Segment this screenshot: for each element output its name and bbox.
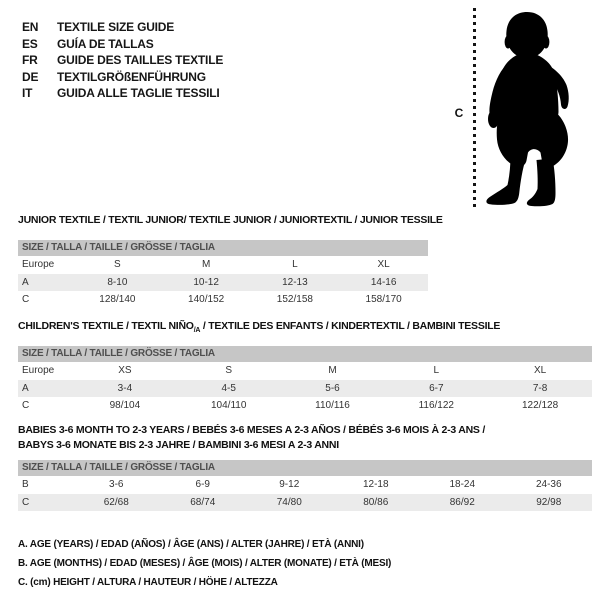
height-cell: 68/74 [190, 496, 216, 508]
title-line-2: BABYS 3-6 MONATE BIS 2-3 JAHRE / BAMBINI 3-6 MESI A 2-3 ANNI [18, 438, 339, 451]
lang-code: EN [22, 20, 39, 35]
table-row [18, 362, 592, 380]
lang-row-en [22, 19, 223, 36]
height-cell: 110/116 [315, 400, 350, 412]
lang-row-fr [22, 52, 223, 69]
table-row [18, 494, 592, 512]
size-cell: M [201, 259, 211, 271]
babies-size-table [18, 460, 592, 511]
footnote-b: B. AGE (MONTHS) / EDAD (MESES) / ÂGE (MOIS) / ALTER (MONATE) / ETÀ (MESI) [18, 557, 392, 569]
footnote-c: C. (cm) HEIGHT / ALTURA / HAUTEUR / HÖHE / ALTEZZA [18, 576, 278, 588]
size-cell: S [114, 259, 121, 271]
lang-row-it [22, 85, 223, 102]
legend-footnotes [18, 536, 391, 592]
lang-label: GUIDA ALLE TAGLIE TESSILI [57, 86, 220, 101]
junior-size-table [18, 240, 428, 309]
age-cell: 6-9 [195, 479, 210, 491]
height-cell: 86/92 [449, 496, 475, 508]
title-text: CHILDREN'S TEXTILE / TEXTIL NIÑO [18, 320, 194, 332]
size-cell: XS [118, 365, 132, 377]
row-label: C [22, 400, 30, 412]
size-cell: XL [533, 365, 547, 377]
row-label: A [22, 382, 29, 394]
table-row [18, 380, 592, 398]
size-cell: L [433, 365, 440, 377]
lang-label: GUÍA DE TALLAS [57, 36, 154, 51]
height-cell: 62/68 [103, 496, 129, 508]
children-table-title [18, 320, 500, 334]
age-cell: 4-5 [221, 382, 236, 394]
height-cell: 158/170 [365, 294, 402, 306]
footnote-a: A. AGE (YEARS) / EDAD (AÑOS) / ÂGE (ANS) / ALTER (JAHRE) / ETÀ (ANNI) [18, 539, 364, 550]
height-cell: 152/158 [276, 294, 313, 306]
height-cell: 98/104 [109, 400, 141, 412]
height-cell: 140/152 [188, 294, 225, 306]
table-row [18, 274, 428, 292]
title-text: / TEXTILE DES ENFANTS / KINDERTEXTIL / BAMBINI TESSILE [200, 320, 501, 332]
age-cell: 9-12 [279, 479, 300, 491]
lang-label: TEXTILE SIZE GUIDE [57, 20, 175, 35]
age-cell: 3-6 [109, 479, 124, 491]
size-cell: M [328, 365, 337, 377]
title-line-1: BABIES 3-6 MONTH TO 2-3 YEARS / BEBÉS 3-6 MESES A 2-3 AÑOS / BÉBÉS 3-6 MOIS À 2-3 ANS / [18, 424, 486, 436]
row-label: C [22, 496, 30, 508]
age-cell: 12-18 [362, 479, 389, 491]
lang-code: IT [22, 86, 33, 101]
table-row [18, 256, 428, 274]
size-cell: L [292, 259, 298, 271]
age-cell: 24-36 [535, 479, 562, 491]
size-cell: XL [377, 259, 390, 271]
junior-table-title: JUNIOR TEXTILE / TEXTIL JUNIOR/ TEXTILE JUNIOR / JUNIORTEXTIL / JUNIOR TESSILE [18, 214, 443, 226]
row-label: Europe [22, 365, 55, 377]
height-cell: 74/80 [276, 496, 302, 508]
children-size-table [18, 346, 592, 415]
age-cell: 14-16 [370, 276, 397, 288]
size-header-band: SIZE / TALLA / TAILLE / GRÖSSE / TAGLIA [18, 346, 592, 362]
age-cell: 12-13 [282, 276, 308, 288]
row-label: Europe [22, 259, 55, 271]
size-header-band: SIZE / TALLA / TAILLE / GRÖSSE / TAGLIA [18, 460, 592, 476]
table-row [18, 397, 592, 415]
row-label: B [22, 479, 29, 491]
height-dashed-line [473, 8, 476, 207]
lang-label: TEXTILGRÖßENFÜHRUNG [57, 69, 206, 84]
age-cell: 18-24 [449, 479, 476, 491]
height-cell: 116/122 [418, 400, 454, 412]
height-marker-label: C [454, 106, 464, 120]
lang-code: ES [22, 36, 38, 51]
age-cell: 7-8 [532, 382, 548, 394]
babies-table-title [18, 423, 485, 452]
lang-code: FR [22, 53, 38, 68]
lang-row-de [22, 69, 223, 86]
lang-code: DE [22, 69, 39, 84]
size-header-band: SIZE / TALLA / TAILLE / GRÖSSE / TAGLIA [18, 240, 428, 256]
height-cell: 122/128 [522, 400, 559, 412]
age-cell: 5-6 [325, 382, 340, 394]
height-cell: 128/140 [99, 294, 136, 306]
row-label: C [22, 294, 30, 306]
age-cell: 3-4 [117, 382, 133, 394]
age-cell: 6-7 [429, 382, 444, 394]
language-guide-list [22, 19, 223, 102]
lang-row-es [22, 36, 223, 53]
table-row [18, 291, 428, 309]
size-cell: S [225, 365, 233, 377]
height-cell: 104/110 [210, 400, 247, 412]
age-cell: 10-12 [193, 276, 219, 288]
height-cell: 92/98 [536, 496, 562, 508]
title-subscript: /A [193, 327, 201, 335]
table-row [18, 476, 592, 494]
height-cell: 80/86 [363, 496, 389, 508]
row-label: A [22, 276, 29, 288]
toddler-silhouette [484, 9, 570, 209]
age-cell: 8-10 [107, 276, 128, 288]
lang-label: GUIDE DES TAILLES TEXTILE [57, 53, 224, 68]
